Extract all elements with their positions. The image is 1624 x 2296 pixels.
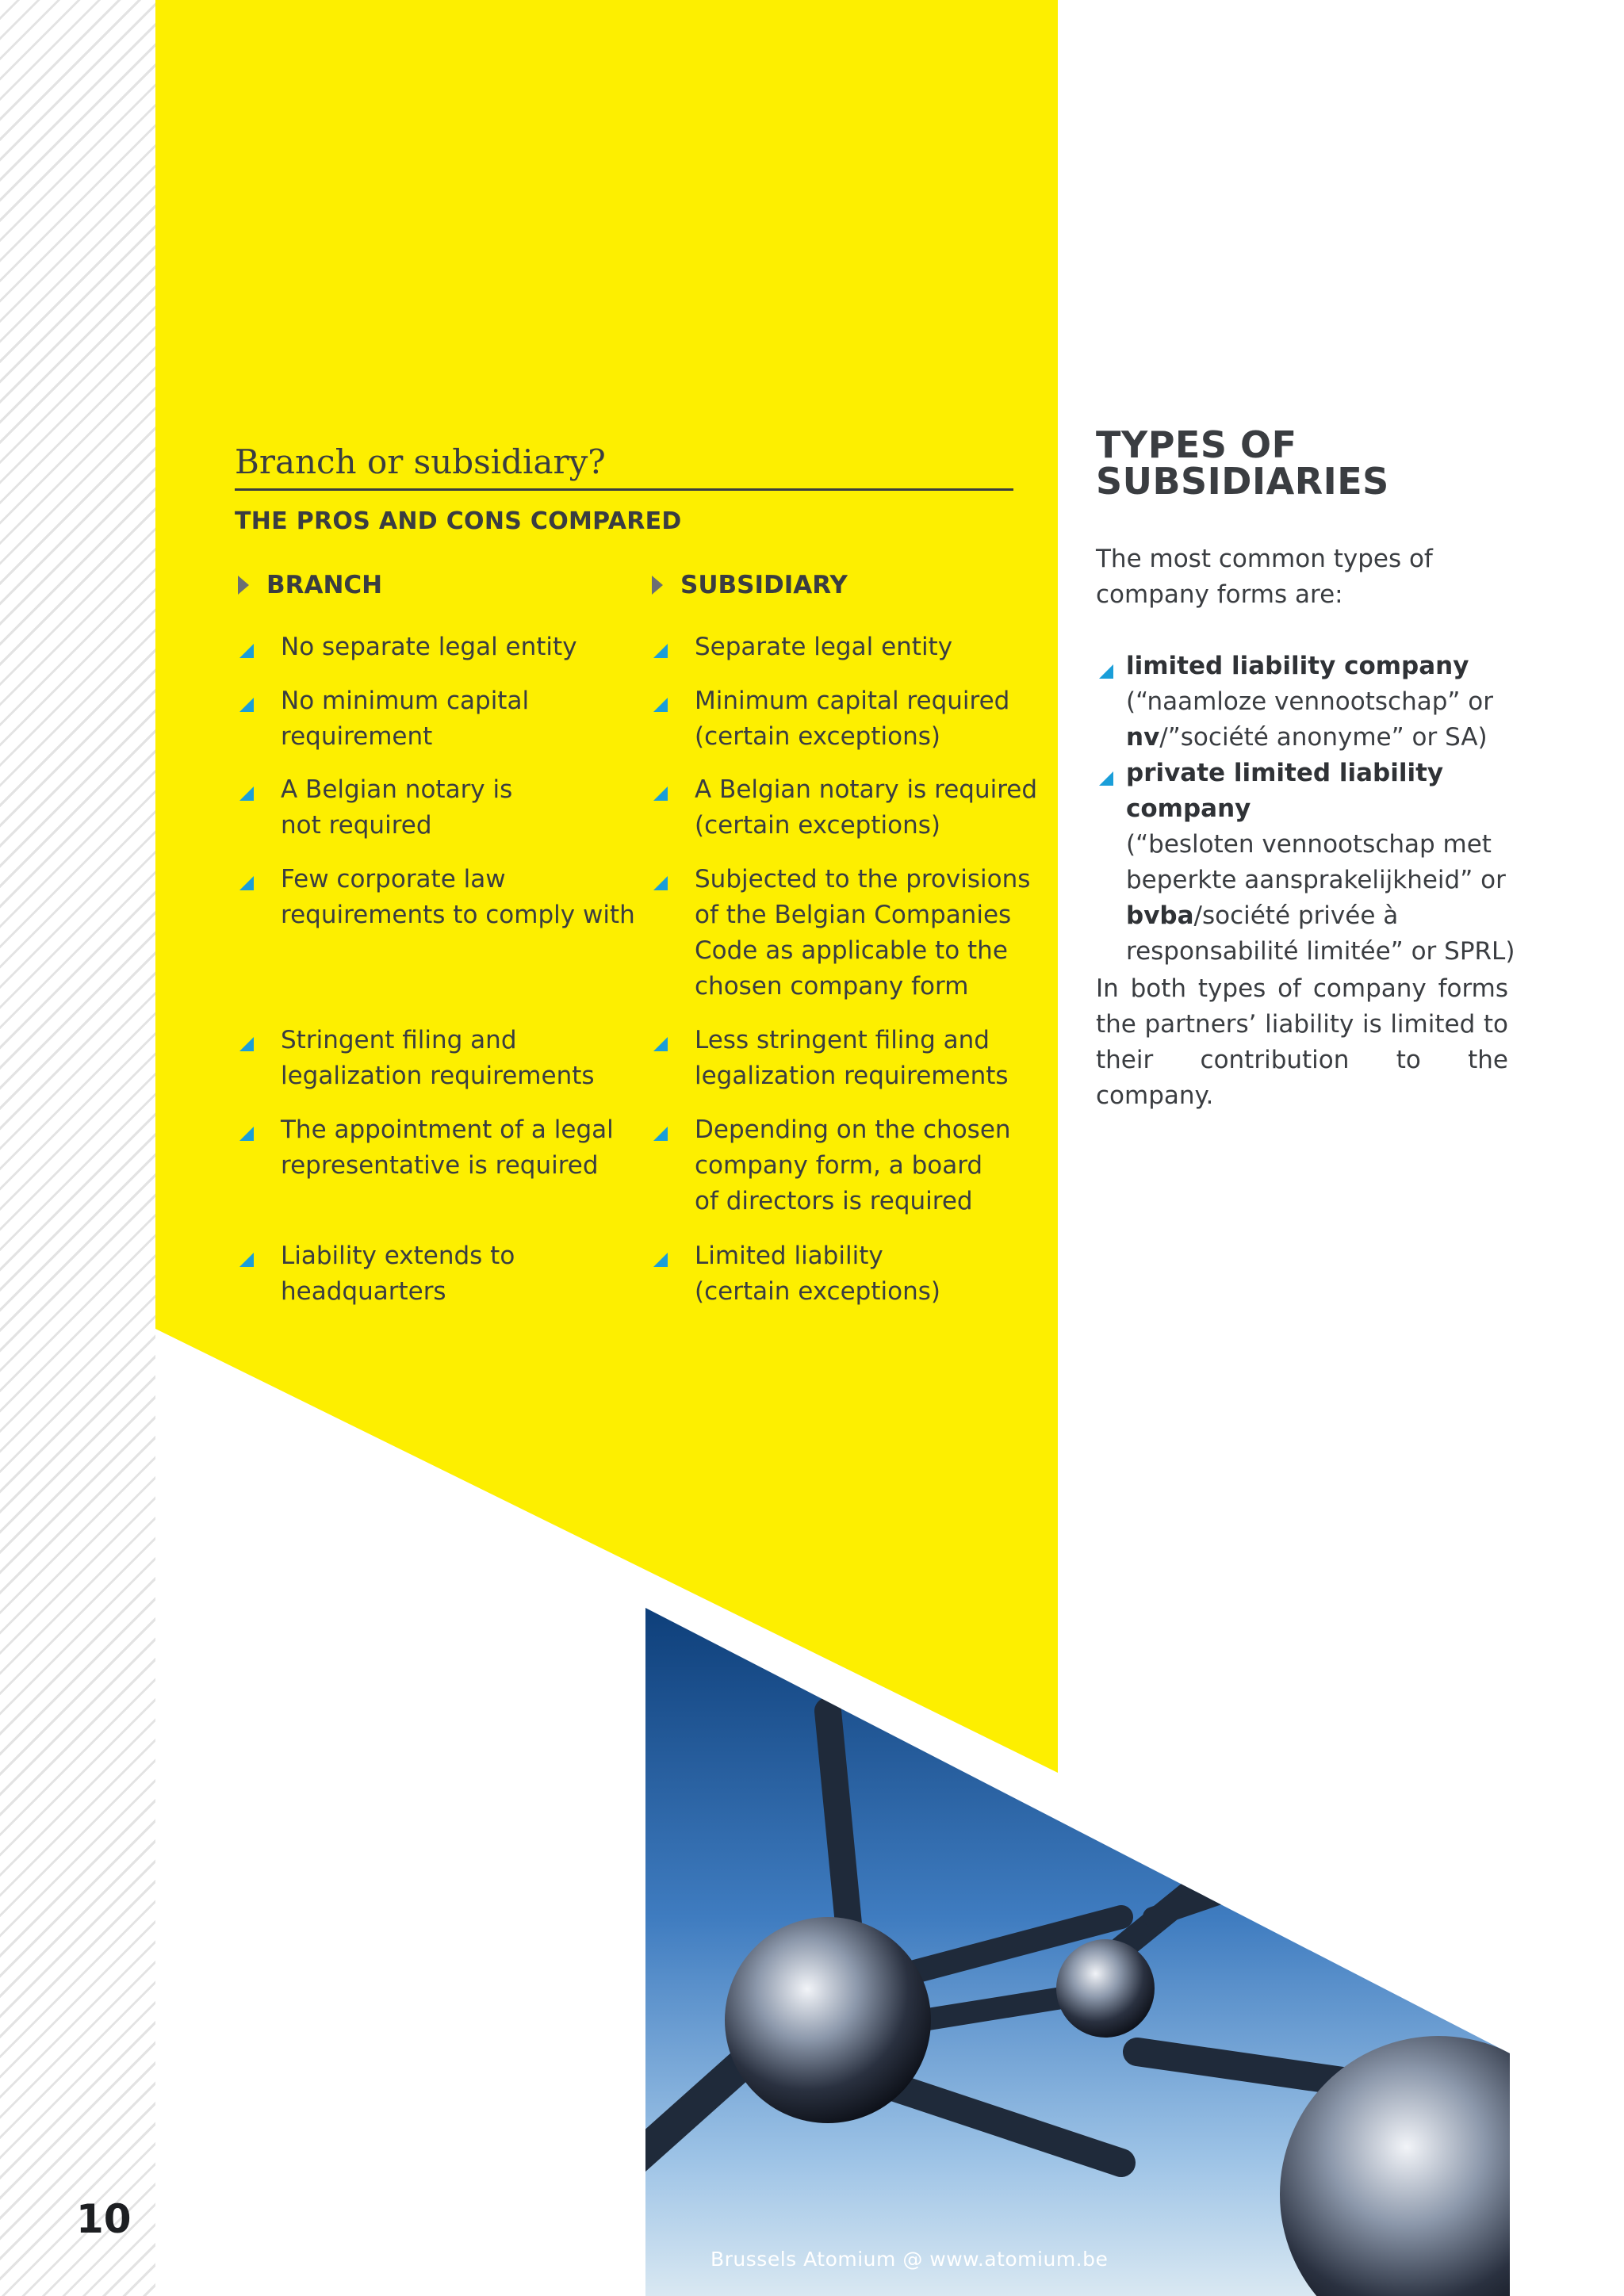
- bullet-triangle-icon: [1099, 664, 1113, 679]
- bullet-triangle-icon: [653, 644, 668, 658]
- branch-heading-label: BRANCH: [266, 571, 383, 599]
- list-item: Few corporate law requirements to comply with: [235, 862, 653, 933]
- bullet-triangle-icon: [239, 698, 254, 712]
- types-heading: TYPES OF SUBSIDIARIES: [1096, 423, 1389, 503]
- list-item: No minimum capital requirement: [235, 683, 550, 755]
- list-item: No separate legal entity: [235, 629, 577, 665]
- list-item: Limited liability (certain exceptions): [649, 1238, 956, 1310]
- triangle-right-icon: [238, 576, 249, 595]
- subsidiary-heading-label: SUBSIDIARY: [680, 571, 848, 599]
- sphere-left: [725, 1917, 931, 2123]
- type-item-nv: limited liability company (“naamloze vennootschap” or nv/”société anonyme” or SA): [1096, 649, 1538, 756]
- list-item: Minimum capital required (certain exceptions): [649, 683, 1028, 755]
- bullet-triangle-icon: [653, 1253, 668, 1267]
- bullet-triangle-icon: [653, 876, 668, 890]
- page-number: 10: [76, 2196, 132, 2242]
- list-item: Less stringent filing and legalization requirements: [649, 1023, 1028, 1094]
- atomium-photo: [645, 1608, 1510, 2296]
- list-item: Liability extends to headquarters: [235, 1238, 550, 1310]
- photo-caption: Brussels Atomium @ www.atomium.be: [710, 2248, 1109, 2271]
- subsidiary-heading: [652, 571, 848, 599]
- bullet-triangle-icon: [239, 1253, 254, 1267]
- section-subtitle: THE PROS AND CONS COMPARED: [235, 507, 682, 535]
- bullet-triangle-icon: [653, 1127, 668, 1141]
- bullet-triangle-icon: [1099, 771, 1113, 786]
- list-item: Stringent filing and legalization requirements: [235, 1023, 614, 1094]
- type-item-bvba: private limited liability company (“besloten vennootschap met beperkte aansprakelijkheid” or bvba/société privée à responsabilité limitée” or SPRL): [1096, 756, 1538, 970]
- section-title: Branch or subsidiary?: [235, 444, 1013, 491]
- bullet-triangle-icon: [653, 698, 668, 712]
- types-intro: The most common types of company forms are:: [1096, 545, 1433, 609]
- bullet-triangle-icon: [653, 786, 668, 801]
- list-item: A Belgian notary is not required: [235, 772, 519, 844]
- bullet-triangle-icon: [239, 1127, 254, 1141]
- list-item: Depending on the chosen company form, a board of directors is required: [649, 1112, 1012, 1219]
- triangle-right-icon: [652, 576, 663, 595]
- bullet-triangle-icon: [239, 644, 254, 658]
- striped-margin-decoration: [0, 0, 155, 2296]
- list-item: Separate legal entity: [649, 629, 1044, 665]
- branch-heading: [238, 571, 382, 599]
- list-item: The appointment of a legal representative is required: [235, 1112, 630, 1184]
- types-outro: In both types of company forms the partners’ liability is limited to their contribution to the company.: [1096, 974, 1508, 1110]
- bullet-triangle-icon: [653, 1037, 668, 1051]
- bullet-triangle-icon: [239, 876, 254, 890]
- list-item: Subjected to the provisions of the Belgian Companies Code as applicable to the chosen company form: [649, 862, 1044, 1004]
- list-item: A Belgian notary is required (certain exceptions): [649, 772, 1059, 844]
- bullet-triangle-icon: [239, 786, 254, 801]
- bullet-triangle-icon: [239, 1037, 254, 1051]
